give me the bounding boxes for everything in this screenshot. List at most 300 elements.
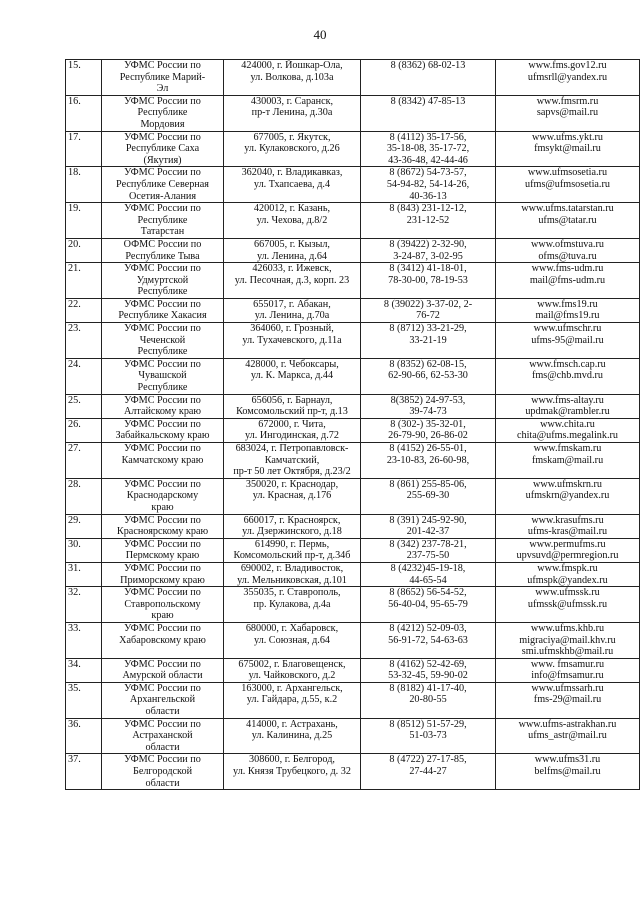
office-contacts-line: ufmsrll@yandex.ru <box>527 71 608 83</box>
office-name-line: краю <box>151 610 174 622</box>
office-contacts <box>496 323 640 359</box>
row-number: 27. <box>66 443 102 479</box>
table-row <box>66 718 640 754</box>
office-contacts <box>496 418 640 442</box>
office-address-line: ул. Ленина, д.64 <box>256 250 328 262</box>
office-name <box>102 538 224 562</box>
office-address <box>224 658 361 682</box>
office-address-line: 660017, г. Красноярск, <box>243 514 341 526</box>
office-phone-line: 33-21-19 <box>409 334 447 346</box>
office-phone <box>361 682 496 718</box>
row-number: 30. <box>66 538 102 562</box>
table-row <box>66 263 640 299</box>
office-address-line: ул. Волкова, д.103а <box>250 71 334 83</box>
office-name-line: УФМС России по <box>124 358 201 370</box>
office-name-line: Приморскому краю <box>120 574 205 586</box>
office-phone-line: 27-44-27 <box>409 766 447 778</box>
row-number: 24. <box>66 358 102 394</box>
office-name <box>102 682 224 718</box>
table-row <box>66 443 640 479</box>
row-number: 37. <box>66 754 102 790</box>
office-name <box>102 514 224 538</box>
office-name-line: Камчатскому краю <box>121 454 204 466</box>
office-address <box>224 298 361 322</box>
page-number: 40 <box>313 27 327 42</box>
office-phone-line: 3-24-87, 3-02-95 <box>393 250 463 262</box>
office-address-line: 364060, г. Грозный, <box>250 323 334 335</box>
office-contacts-line: www.fms19.ru <box>537 298 598 310</box>
office-address-line: 680000, г. Хабаровск, <box>245 622 339 634</box>
office-name-line: УФМС России по <box>124 658 201 670</box>
office-contacts-line: www.ufmssarh.ru <box>531 682 604 694</box>
office-address-line: 655017, г. Абакан, <box>253 298 331 310</box>
office-contacts-line: ufms-95@mail.ru <box>531 334 604 346</box>
table-row <box>66 658 640 682</box>
office-phone-line: 8 (4162) 52-42-69, <box>389 658 467 670</box>
office-contacts <box>496 298 640 322</box>
office-name <box>102 323 224 359</box>
office-contacts <box>496 203 640 239</box>
table-row <box>66 538 640 562</box>
office-name <box>102 478 224 514</box>
office-phone-line: 53-32-45, 59-90-02 <box>388 670 468 682</box>
office-contacts-line: www.fms-udm.ru <box>531 263 604 275</box>
office-name-line: Амурской области <box>122 670 203 682</box>
office-contacts-line: www.ufms.khb.ru <box>530 622 605 634</box>
office-address-line: ул. Ленина, д.70а <box>254 310 330 322</box>
office-phone <box>361 394 496 418</box>
office-name-line: Архангельской <box>129 694 196 706</box>
office-contacts <box>496 131 640 167</box>
office-phone-line: 8 (4232)45-19-18, <box>390 562 466 574</box>
office-name <box>102 562 224 586</box>
office-name <box>102 167 224 203</box>
office-phone-line: 8 (861) 255-85-06, <box>389 478 467 490</box>
office-address-line: 163000, г. Архангельск, <box>241 682 343 694</box>
table-row <box>66 514 640 538</box>
office-phone-line: 201-42-37 <box>406 526 450 538</box>
office-contacts-line: fmsykt@mail.ru <box>534 143 601 155</box>
office-address-line: ул. Калинина, д.25 <box>251 730 333 742</box>
office-address-line: Камчатский, <box>264 454 320 466</box>
office-address-line: ул. Песочная, д.3, корп. 23 <box>234 274 350 286</box>
table-row <box>66 323 640 359</box>
office-contacts-line: www.fmspk.ru <box>537 562 598 574</box>
office-address <box>224 443 361 479</box>
office-name <box>102 298 224 322</box>
office-name-line: УФМС России по <box>124 514 201 526</box>
office-phone-line: 20-80-55 <box>409 694 447 706</box>
office-name-line: Эл <box>156 83 169 95</box>
office-name-line: Республике Северная <box>116 178 209 190</box>
office-phone <box>361 562 496 586</box>
office-phone-line: 8 (843) 231-12-12, <box>389 203 467 215</box>
row-number: 19. <box>66 203 102 239</box>
office-address-line: пр-т Ленина, д.30а <box>251 107 333 119</box>
office-name <box>102 394 224 418</box>
office-contacts-line: www.fmskam.ru <box>533 443 602 454</box>
office-contacts <box>496 443 640 479</box>
office-name-line: области <box>145 706 180 718</box>
office-contacts <box>496 682 640 718</box>
office-contacts <box>496 358 640 394</box>
office-contacts <box>496 514 640 538</box>
office-address <box>224 203 361 239</box>
office-address-line: 690002, г. Владивосток, <box>240 562 344 574</box>
office-name-line: УФМС России по <box>124 718 201 730</box>
office-address-line: ул. Дзержинского, д.18 <box>242 526 342 538</box>
office-name <box>102 418 224 442</box>
office-name-line: ОФМС России по <box>123 238 202 250</box>
office-contacts <box>496 718 640 754</box>
office-address <box>224 514 361 538</box>
office-contacts <box>496 478 640 514</box>
office-contacts-line: www.ufmschr.ru <box>533 323 602 335</box>
office-address-line: ул. Союзная, д.64 <box>253 634 331 646</box>
office-name <box>102 131 224 167</box>
office-address <box>224 131 361 167</box>
office-address-line: 683024, г. Петропавловск- <box>235 443 349 454</box>
office-phone <box>361 358 496 394</box>
office-address-line: ул. Князя Трубецкого, д. 32 <box>233 766 351 778</box>
table-row <box>66 394 640 418</box>
office-phone <box>361 95 496 131</box>
office-phone-line: 40-36-13 <box>409 190 447 202</box>
table-row <box>66 622 640 658</box>
office-name <box>102 754 224 790</box>
office-contacts <box>496 95 640 131</box>
office-contacts-line: www.chita.ru <box>540 418 595 430</box>
office-address <box>224 95 361 131</box>
office-phone-line: 43-36-48, 42-44-46 <box>388 154 468 166</box>
office-address-line: 675002, г. Благовещенск, <box>238 658 346 670</box>
office-phone-line: 51-03-73 <box>409 730 447 742</box>
table-row <box>66 298 640 322</box>
office-name <box>102 238 224 262</box>
table-row <box>66 562 640 586</box>
office-address <box>224 323 361 359</box>
office-phone <box>361 538 496 562</box>
office-name-line: области <box>145 777 180 789</box>
office-address-line: ул. К. Маркса, д.44 <box>250 370 334 382</box>
office-phone <box>361 238 496 262</box>
office-phone-line: 76-72 <box>416 310 440 322</box>
office-contacts-line: www. fmsamur.ru <box>530 658 605 670</box>
office-name-line: Республике <box>137 107 188 119</box>
office-name-line: Белгородской <box>132 766 193 778</box>
office-phone-line: 26-79-90, 26-86-02 <box>388 430 468 442</box>
office-phone-line: 8 (342) 237-78-21, <box>389 538 467 550</box>
office-phone-line: 62-90-66, 62-53-30 <box>388 370 468 382</box>
office-address-line: 362040, г. Владикавказ, <box>241 167 343 179</box>
office-contacts-line: www.fmsrm.ru <box>536 95 599 107</box>
office-phone <box>361 418 496 442</box>
office-name <box>102 263 224 299</box>
office-contacts-line: www.ufms31.ru <box>534 754 601 766</box>
row-number: 25. <box>66 394 102 418</box>
row-number: 26. <box>66 418 102 442</box>
ufms-contacts-table <box>65 59 640 790</box>
office-address-line: 677005, г. Якутск, <box>253 131 331 143</box>
office-phone <box>361 587 496 623</box>
table-body <box>66 60 640 790</box>
office-phone-line: 23-10-83, 26-60-98, <box>386 454 470 466</box>
office-phone <box>361 718 496 754</box>
table-row <box>66 131 640 167</box>
table-row <box>66 418 640 442</box>
office-phone-line: 8 (8342) 47-85-13 <box>390 95 466 107</box>
office-name-line: Республике <box>137 346 188 358</box>
office-phone-line: 78-30-00, 78-19-53 <box>388 274 468 286</box>
office-phone-line: 8 (8512) 51-57-29, <box>389 718 467 730</box>
office-phone-line: 8 (39022) 3-37-02, 2- <box>383 298 473 310</box>
office-name-line: УФМС России по <box>124 478 201 490</box>
office-name-line: УФМС России по <box>124 323 201 335</box>
office-name-line: Татарстан <box>140 226 185 238</box>
office-contacts-line: www.fms-altay.ru <box>531 394 604 406</box>
office-contacts-line: www.permufms.ru <box>529 538 606 550</box>
office-contacts-line: www.ufms.tatarstan.ru <box>521 203 614 215</box>
office-address-line: ул. Ингодинская, д.72 <box>245 430 339 442</box>
row-number: 34. <box>66 658 102 682</box>
office-name-line: Республике Саха <box>125 143 200 155</box>
office-address-line: 667005, г. Кызыл, <box>254 238 330 250</box>
row-number: 35. <box>66 682 102 718</box>
office-phone <box>361 478 496 514</box>
office-name-line: УФМС России по <box>124 682 201 694</box>
table-row <box>66 60 640 96</box>
office-phone-line: 39-74-73 <box>409 406 447 418</box>
office-name <box>102 718 224 754</box>
office-name <box>102 443 224 479</box>
office-name-line: УФМС России по <box>124 587 201 599</box>
office-contacts <box>496 394 640 418</box>
office-address-line: 672000, г. Чита, <box>258 418 326 430</box>
office-contacts-line: fmskam@mail.ru <box>531 454 604 466</box>
office-address-line: 430003, г. Саранск, <box>250 95 334 107</box>
office-name-line: Чувашской <box>138 370 187 382</box>
office-contacts-line: www.krasufms.ru <box>531 514 604 526</box>
office-name-line: УФМС России по <box>124 394 201 406</box>
office-contacts <box>496 587 640 623</box>
office-contacts-line: www.fms.gov12.ru <box>528 60 607 71</box>
office-contacts-line: ufmskrn@yandex.ru <box>525 490 610 502</box>
office-contacts-line: updmak@rambler.ru <box>525 406 610 418</box>
office-address-line: 424000, г. Йошкар-Ола, <box>241 60 343 71</box>
office-name-line: УФМС России по <box>124 60 201 71</box>
office-phone <box>361 263 496 299</box>
office-address <box>224 358 361 394</box>
office-name-line: Чеченской <box>139 334 186 346</box>
office-name-line: Республике Хакасия <box>118 310 207 322</box>
office-address <box>224 718 361 754</box>
table-row <box>66 358 640 394</box>
office-address <box>224 238 361 262</box>
office-phone-line: 8 (4212) 52-09-03, <box>389 622 467 634</box>
office-address-line: 420012, г. Казань, <box>253 203 331 215</box>
office-contacts-line: mail@fms19.ru <box>535 310 600 322</box>
office-contacts-line: fms-29@mail.ru <box>533 694 602 706</box>
office-address-line: ул. Гайдара, д.55, к.2 <box>246 694 338 706</box>
office-address-line: Комсомольский пр-т, д.13 <box>236 406 348 418</box>
office-address-line: 308600, г. Белгород, <box>249 754 335 766</box>
office-address-line: пр. Кулакова, д.4а <box>253 598 331 610</box>
office-phone-line: 8 (4112) 35-17-56, <box>389 131 467 143</box>
office-address-line: ул. Мельниковская, д.101 <box>237 574 347 586</box>
office-contacts <box>496 622 640 658</box>
office-contacts-line: belfms@mail.ru <box>534 766 601 778</box>
office-address-line: 428000, г. Чебоксары, <box>245 358 339 370</box>
office-address <box>224 538 361 562</box>
office-name-line: (Якутия) <box>143 154 182 166</box>
office-phone-line: 8 (4152) 26-55-01, <box>389 443 467 454</box>
office-contacts-line: smi.ufmskhb@mail.ru <box>521 646 614 658</box>
office-contacts-line: ufms_astr@mail.ru <box>528 730 607 742</box>
office-contacts <box>496 658 640 682</box>
office-contacts-line: www.ufmsosetia.ru <box>527 167 608 179</box>
office-address-line: пр-т 50 лет Октября, д.23/2 <box>233 466 351 478</box>
office-name-line: Алтайскому краю <box>123 406 202 418</box>
office-name-line: УФМС России по <box>124 754 201 766</box>
office-contacts-line: www.ufmssk.ru <box>535 587 600 599</box>
office-contacts-line: migraciya@mail.khv.ru <box>519 634 616 646</box>
office-name-line: области <box>145 741 180 753</box>
office-name-line: Забайкальскому краю <box>115 430 210 442</box>
office-address-line: ул. Красная, д.176 <box>252 490 332 502</box>
row-number: 32. <box>66 587 102 623</box>
office-phone <box>361 443 496 479</box>
office-address-line: 350020, г. Краснодар, <box>245 478 339 490</box>
office-contacts-line: info@fmsamur.ru <box>531 670 604 682</box>
office-name-line: УФМС России по <box>124 167 201 179</box>
office-address-line: 355035, г. Ставрополь, <box>243 587 341 599</box>
office-contacts-line: sapvs@mail.ru <box>536 107 599 119</box>
row-number: 17. <box>66 131 102 167</box>
office-name-line: Республике <box>137 214 188 226</box>
office-name-line: Осетия-Алания <box>128 190 197 202</box>
office-contacts-line: www.ufmskrn.ru <box>533 478 602 490</box>
office-contacts-line: www.ofmstuva.ru <box>531 238 604 250</box>
row-number: 23. <box>66 323 102 359</box>
office-phone-line: 54-94-82, 54-14-26, <box>386 178 470 190</box>
office-phone <box>361 203 496 239</box>
table-row <box>66 167 640 203</box>
row-number: 28. <box>66 478 102 514</box>
row-number: 33. <box>66 622 102 658</box>
office-address <box>224 263 361 299</box>
office-contacts <box>496 538 640 562</box>
office-name-line: Республике <box>137 382 188 394</box>
office-phone-line: 44-65-54 <box>409 574 447 586</box>
office-phone-line: 8 (8712) 33-21-29, <box>389 323 467 335</box>
office-phone-line: 8 (8362) 68-02-13 <box>390 60 466 71</box>
table-row <box>66 478 640 514</box>
office-name-line: УФМС России по <box>124 95 201 107</box>
office-address-line: ул. Тухачевского, д.11а <box>242 334 342 346</box>
office-phone-line: 8 (8352) 62-08-15, <box>389 358 467 370</box>
office-contacts-line: www.fmsch.cap.ru <box>529 358 606 370</box>
table-row <box>66 587 640 623</box>
office-address-line: Комсомольский пр-т, д.34б <box>233 550 351 562</box>
office-phone <box>361 658 496 682</box>
table-row <box>66 754 640 790</box>
office-phone <box>361 514 496 538</box>
office-contacts <box>496 263 640 299</box>
row-number: 16. <box>66 95 102 131</box>
row-number: 18. <box>66 167 102 203</box>
office-contacts <box>496 562 640 586</box>
office-contacts-line: www.ufms.ykt.ru <box>532 131 603 143</box>
row-number: 31. <box>66 562 102 586</box>
office-name <box>102 203 224 239</box>
office-address-line: 614990, г. Пермь, <box>254 538 330 550</box>
office-name <box>102 60 224 96</box>
office-address <box>224 478 361 514</box>
office-name-line: Хабаровскому краю <box>119 634 206 646</box>
office-address-line: 426033, г. Ижевск, <box>252 263 332 275</box>
office-address <box>224 167 361 203</box>
office-phone <box>361 131 496 167</box>
office-phone <box>361 323 496 359</box>
office-phone-line: 8 (39422) 2-32-90, <box>389 238 467 250</box>
office-contacts-line: ofms@tuva.ru <box>538 250 597 262</box>
row-number: 20. <box>66 238 102 262</box>
row-number: 36. <box>66 718 102 754</box>
table-row <box>66 95 640 131</box>
office-address-line: ул. Тхапсаева, д.4 <box>253 178 331 190</box>
office-phone-line: 56-40-04, 95-65-79 <box>388 598 468 610</box>
office-contacts-line: chita@ufms.megalink.ru <box>516 430 619 442</box>
office-name-line: УФМС России по <box>124 263 201 275</box>
office-name-line: Ставропольскому <box>124 598 201 610</box>
office-contacts-line: ufmssk@ufmssk.ru <box>527 598 608 610</box>
office-name-line: Пермскому краю <box>125 550 200 562</box>
office-name-line: Астраханской <box>132 730 193 742</box>
office-name-line: Красноярскому краю <box>116 526 209 538</box>
office-address <box>224 562 361 586</box>
office-address-line: 656056, г. Барнаул, <box>251 394 333 406</box>
office-phone <box>361 622 496 658</box>
office-name-line: Республике Тыва <box>125 250 200 262</box>
office-phone-line: 237-75-50 <box>406 550 450 562</box>
office-contacts-line: ufms@tatar.ru <box>538 214 597 226</box>
table-row <box>66 238 640 262</box>
office-address <box>224 682 361 718</box>
office-address-line: ул. Чайковского, д.2 <box>248 670 336 682</box>
office-contacts-line: ufmspk@yandex.ru <box>527 574 608 586</box>
office-contacts <box>496 60 640 96</box>
office-address <box>224 418 361 442</box>
office-address <box>224 754 361 790</box>
office-address <box>224 587 361 623</box>
office-address-line: ул. Чехова, д.8/2 <box>256 214 328 226</box>
office-name-line: Мордовия <box>140 118 185 130</box>
office-phone-line: 8 (8652) 56-54-52, <box>389 587 467 599</box>
office-phone <box>361 298 496 322</box>
office-phone <box>361 167 496 203</box>
office-name-line: УФМС России по <box>124 443 201 454</box>
office-contacts <box>496 238 640 262</box>
office-address-line: 414000, г. Астрахань, <box>246 718 338 730</box>
office-name-line: УФМС России по <box>124 418 201 430</box>
office-phone-line: 8 (391) 245-92-90, <box>389 514 467 526</box>
office-phone-line: 8 (3412) 41-18-01, <box>389 263 467 275</box>
office-phone-line: 56-91-72, 54-63-63 <box>388 634 468 646</box>
office-contacts-line: ufms@ufmsosetia.ru <box>525 178 610 190</box>
office-name <box>102 622 224 658</box>
office-name <box>102 95 224 131</box>
office-phone <box>361 754 496 790</box>
